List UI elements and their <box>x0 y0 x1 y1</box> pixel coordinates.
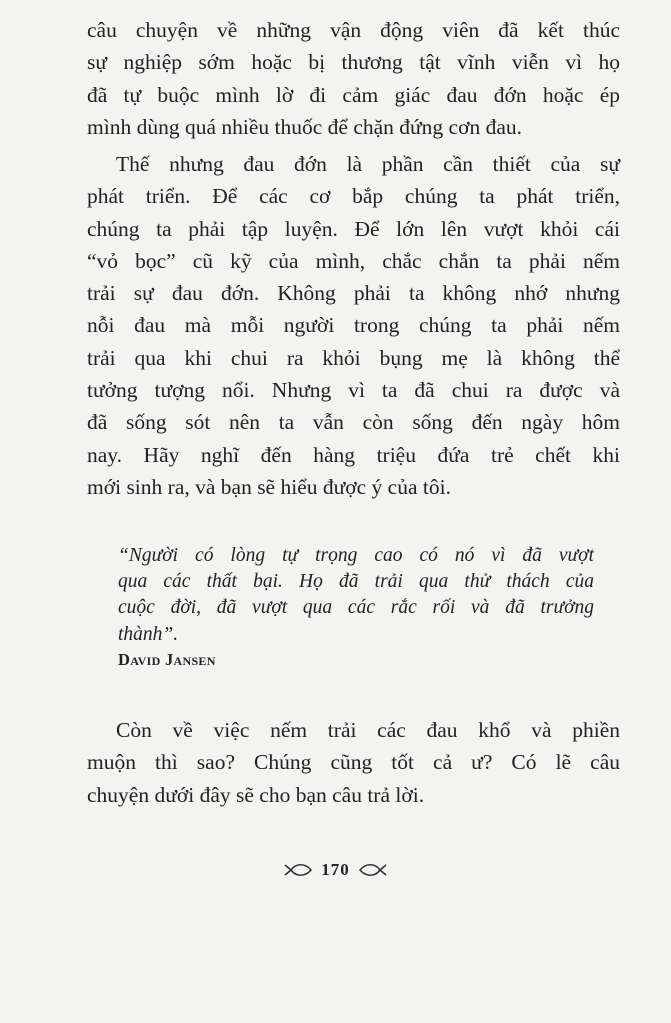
fish-ornament-icon <box>283 862 313 878</box>
text-line: trải sự đau đớn. Không phải ta không nhớ nhưng <box>87 281 620 306</box>
quote-line: “Người có lòng tự trọng cao có nó vì đã vượt <box>118 545 594 566</box>
quote-line: thành”. <box>118 623 179 645</box>
text-line: tưởng tượng nổi. Nhưng vì ta đã chui ra được và <box>87 378 620 403</box>
page-footer <box>0 860 671 880</box>
fish-ornament-icon <box>358 862 388 878</box>
quote-line: cuộc đời, đã vượt qua các rắc rối và đã trưởng <box>118 597 594 619</box>
page-number: 170 <box>321 860 350 879</box>
quote-line: qua các thất bại. Họ đã trải qua thử thách của <box>118 571 594 593</box>
text-line: muộn thì sao? Chúng cũng tốt cả ư? Có lẽ câu <box>87 750 620 775</box>
text-line: “vỏ bọc” cũ kỹ của mình, chắc chắn ta phải nếm <box>87 248 620 273</box>
text-line: câu chuyện về những vận động viên đã kết thúc <box>87 18 620 42</box>
text-line: đã tự buộc mình lờ đi cảm giác đau đớn hoặc ép <box>87 82 620 107</box>
text-line: nỗi đau mà mỗi người trong chúng ta phải nếm <box>87 313 620 338</box>
text-line: chuyện dưới đây sẽ cho bạn câu trả lời. <box>87 782 425 807</box>
paragraph-3 <box>87 714 620 811</box>
text-line: trải qua khi chui ra khỏi bụng mẹ là không thể <box>87 345 620 370</box>
quote-author: David Jansen <box>118 650 216 669</box>
text-line: nay. Hãy nghĩ đến hàng triệu đứa trẻ chết khi <box>87 442 620 467</box>
epigraph-quote <box>118 543 594 648</box>
text-line: Thế nhưng đau đớn là phần cần thiết của sự <box>116 152 620 176</box>
paragraph-1 <box>87 14 620 143</box>
text-line: chúng ta phải tập luyện. Để lớn lên vượt khỏi cái <box>87 216 620 241</box>
paragraph-2 <box>87 148 620 503</box>
text-line: sự nghiệp sớm hoặc bị thương tật vĩnh viễn vì họ <box>87 50 620 75</box>
text-line: phát triển. Để các cơ bắp chúng ta phát triển, <box>87 184 620 209</box>
text-line: đã sống sót nên ta vẫn còn sống đến ngày hôm <box>87 410 620 435</box>
text-line: mới sinh ra, và bạn sẽ hiểu được ý của tôi. <box>87 474 451 499</box>
text-line: mình dùng quá nhiều thuốc để chặn đứng cơn đau. <box>87 114 523 139</box>
text-line: Còn về việc nếm trải các đau khổ và phiền <box>116 718 620 742</box>
